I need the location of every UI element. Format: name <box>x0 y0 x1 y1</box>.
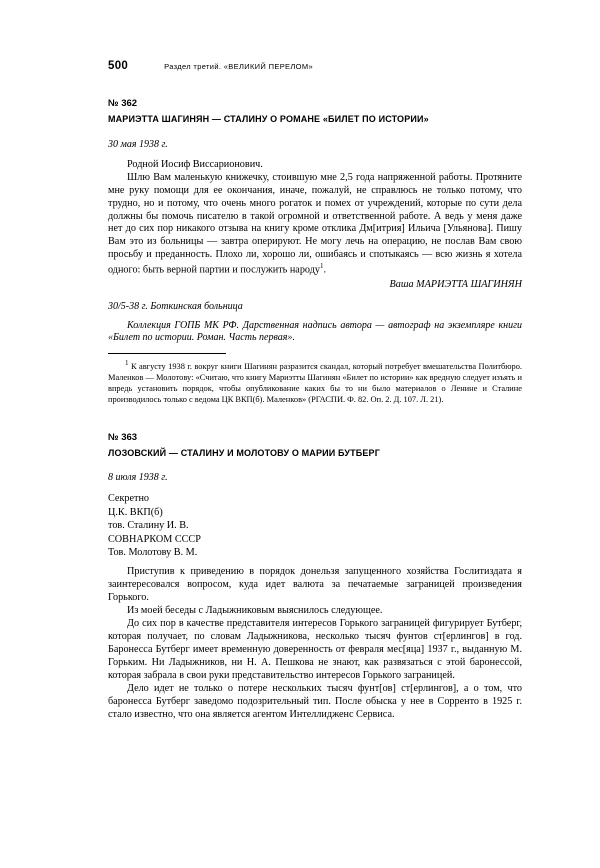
addressee-line: СОВНАРКОМ СССР <box>108 533 201 545</box>
body-paragraph: Из моей беседы с Ладыжниковым выяснилось следующее. <box>127 605 383 617</box>
signature-name: МАРИЭТТА ШАГИНЯН <box>416 278 522 290</box>
signature <box>108 279 522 290</box>
footnote <box>108 359 522 405</box>
section-divider <box>108 406 522 432</box>
archival-note: Коллекция ГОПБ МК РФ. Дарственная надпись автора — автограф на экземпляре книги «Билет по истории. Роман. Часть первая». <box>108 319 522 344</box>
addressee-line: Секретно <box>108 493 150 505</box>
body-paragraph: Приступив к приведению в порядок донельзя запущенного хозяйства Гослитиздата я заинтересовался вопросом, куда идет валюта за печатаемые заграницей произведения Горького. <box>108 566 522 604</box>
document-363 <box>108 432 522 722</box>
document-title: МАРИЭТТА ШАГИНЯН — СТАЛИНУ О РОМАНЕ «БИЛЕТ ПО ИСТОРИИ» <box>108 114 429 124</box>
running-head: Раздел третий. «ВЕЛИКИЙ ПЕРЕЛОМ» <box>164 62 313 71</box>
footnote-reference: 1 <box>320 262 324 271</box>
body-paragraph: Дело идет не только о потере нескольких тысяч фунт[ов] ст[ерлингов], а о том, что баронесса Бутберг заведомо подозрительный тип. После обыска у нее в Сорренто в 1925 г. стало известно, что она является агентом Интеллидженс Сервиса. <box>108 683 522 720</box>
letter-body <box>108 172 522 278</box>
page-number: 500 <box>108 60 129 72</box>
letter-body-tail: . <box>323 264 327 276</box>
document-title: ЛОЗОВСКИЙ — СТАЛИНУ И МОЛОТОВУ О МАРИИ БУТБЕРГ <box>108 447 380 458</box>
addressee-line: тов. Сталину И. В. <box>108 520 189 532</box>
addressee-line: Тов. Молотову В. М. <box>108 547 198 559</box>
letter-body-text: Шлю Вам маленькую книжечку, стоившую мне 2,5 года напряженной работы. Протяните мне руку помощи для ее окончания, иначе, пожалуй, не справлюсь не только потому, что трудно, но и потому, что очень много рогаток и помех от учреждений, которые по сути дела должны бы помочь писателю в такой огромной и ответственной работе. А ведь у меня даже нет до сих пор никакого отзыва на книгу кроме отклика Дм[итрия] Ильича [Ульянова]. Пишу Вам это из больницы — завтра оперируют. Не могу лечь на операцию, не послав Вам свою просьбу и преданность. Плохо ли, хорошо ли, ошибаясь и спотыкаясь — всю жизнь я хотела одного: быть верной партии и послужить народу <box>108 171 522 276</box>
document-number: № 363 <box>108 431 138 443</box>
footnote-rule <box>108 353 226 354</box>
document-number: № 362 <box>108 98 138 109</box>
signature-prefix: Ваша <box>389 278 417 290</box>
document-date: 8 июля 1938 г. <box>108 472 168 484</box>
document-362 <box>108 98 522 406</box>
footnote-text: К августу 1938 г. вокруг книги Шагинян разразится скандал, который потребует вмешательства Политбюро. Маленков — Молотову: «Считаю, что книгу Мариэтты Шагинян «Билет по истории» как вредную следует изъять и впредь установить порядок, чтобы опубликование каких бы то ни было материалов о Ленине и Сталине производилось только с ведома ЦК ВКП(б). Маленков» (РГАСПИ. Ф. 82. Оп. 2. Д. 107. Л. 21). <box>108 361 522 404</box>
spacer <box>108 559 522 566</box>
page-header <box>108 60 522 72</box>
place-line: 30/5-38 г. Боткинская больница <box>108 300 243 312</box>
body-paragraph: До сих пор в качестве представителя интересов Горького заграницей фигурирует Бутберг, которая получает, по словам Ладыжникова, несколько тысяч фунтов ст[ерлингов] в год. Баронесса Бутберг имеет временную доверенность от февраля мес[яца] 1937 г., выданную М. Горьким. Ни Ладыжников, ни Н. А. Пешкова не знают, как развязаться с этой баронессой, которая забрала в свои руки представительство интересов Горького заграницей. <box>108 618 522 682</box>
footnote-marker: 1 <box>125 359 129 368</box>
salutation: Родной Иосиф Виссарионович. <box>127 158 263 170</box>
addressee-line: Ц.К. ВКП(б) <box>108 506 163 518</box>
document-date: 30 мая 1938 г. <box>108 138 168 150</box>
